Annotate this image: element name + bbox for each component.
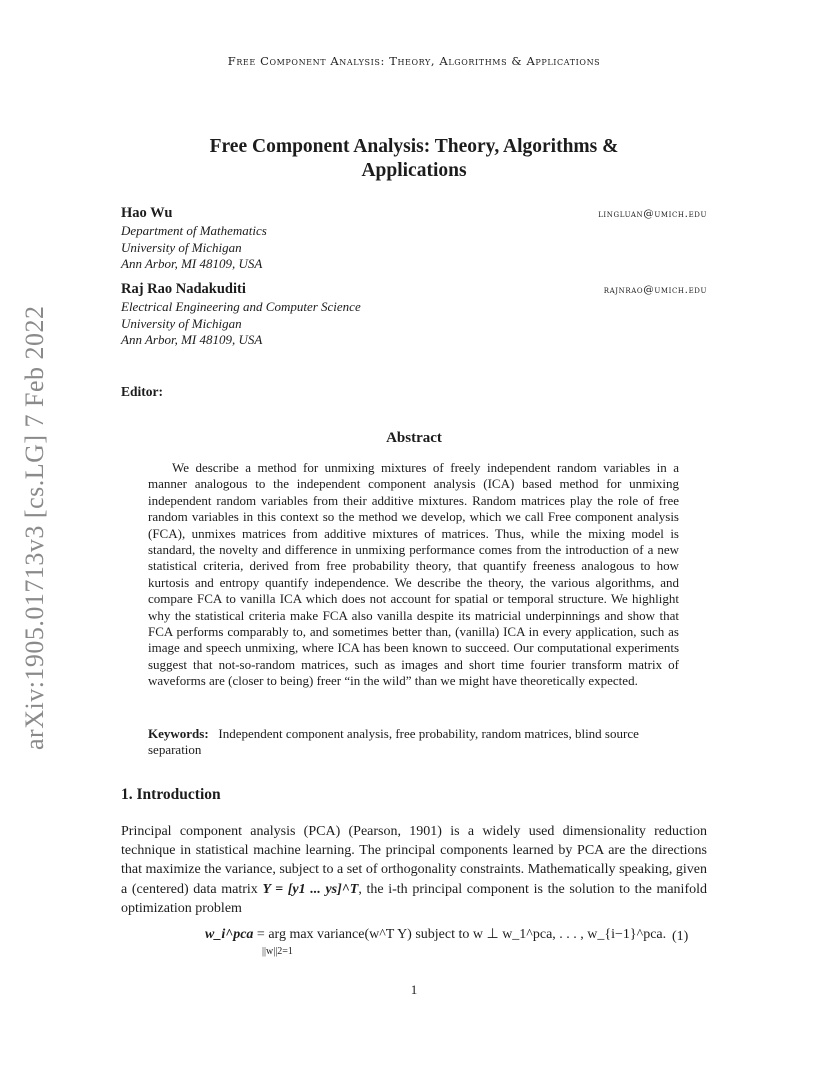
author-affiliation bbox=[121, 299, 361, 349]
affiliation-line: Electrical Engineering and Computer Science bbox=[121, 299, 361, 314]
abstract-heading: Abstract bbox=[386, 430, 442, 446]
intro-paragraph bbox=[121, 822, 707, 918]
page-number: 1 bbox=[410, 982, 418, 997]
equation-lhs: w_i^pca bbox=[205, 927, 254, 942]
arxiv-identifier: arXiv:1905.01713v3 [cs.LG] 7 Feb 2022 bbox=[20, 305, 49, 750]
affiliation-line: Department of Mathematics bbox=[121, 223, 267, 238]
section-heading: 1. Introduction bbox=[121, 786, 221, 803]
keywords-text: Independent component analysis, free probability, random matrices, blind source separation bbox=[148, 726, 639, 758]
running-head: Free Component Analysis: Theory, Algorithms & Applications bbox=[227, 54, 601, 68]
equation-body: = arg max variance(w^T Y) subject to w ⊥ w_1^pca, . . . , w_{i−1}^pca. bbox=[256, 927, 667, 942]
intro-text-part1: Principal component analysis (PCA) (Pearson, 1901) is a widely used dimensionality reduction technique in statistical machine learning. The principal components learned by PCA are the directions that maximize the variance, subject to a set of orthogonality constraints. Mathematically speaking, given a (centered) data matrix bbox=[121, 824, 707, 897]
author-name: Hao Wu bbox=[121, 205, 173, 221]
author-name: Raj Rao Nadakuditi bbox=[121, 281, 246, 297]
inline-math: Y = [y1 ... ys]^T bbox=[262, 881, 359, 897]
title-line-2: Applications bbox=[361, 160, 467, 181]
affiliation-line: Ann Arbor, MI 48109, USA bbox=[121, 256, 263, 271]
equation-1 bbox=[205, 926, 667, 943]
author-email[interactable]: lingluan@umich.edu bbox=[598, 208, 707, 220]
author-email[interactable]: rajnrao@umich.edu bbox=[603, 284, 707, 296]
editor-label: Editor: bbox=[121, 384, 163, 399]
paper-title bbox=[150, 135, 678, 183]
affiliation-line: Ann Arbor, MI 48109, USA bbox=[121, 332, 263, 347]
abstract-body: We describe a method for unmixing mixtures of freely independent random variables in a manner analogous to the independent component analysis (ICA) based method for unmixing independent random variables from their additive mixtures. Random matrices play the role of free random variables in this context so the method we develop, which we call Free component analysis (FCA), unmixes matrices from additive mixtures of matrices. Thus, while the mixing model is standard, the novelty and difference in unmixing performance comes from the introduction of a new statistical criteria, derived from free probability theory, that quantify freeness analogous to how kurtosis and entropy quantify independence. We describe the theory, the various algorithms, and compare FCA to vanilla ICA which does not account for spatial or temporal structure. We highlight why the statistical criteria make FCA also vanilla despite its matricial underpinnings and show that FCA performs comparably to, and sometimes better than, (vanilla) ICA in every application, such as image and speech unmixing, where ICA has been known to succeed. Our computational experiments suggest that not-so-random matrices, such as images and short time fourier transform matrix of waveforms are (closer to being) freer “in the wild” than we might have theoretically expected. bbox=[148, 460, 679, 689]
intro-text-part2: , the i-th principal component is the solution to the manifold optimization problem bbox=[121, 881, 707, 916]
affiliation-line: University of Michigan bbox=[121, 239, 242, 255]
equation-subscript: ||w||2=1 bbox=[262, 946, 293, 957]
affiliation-line: University of Michigan bbox=[121, 315, 242, 331]
author-affiliation bbox=[121, 223, 267, 273]
keywords-label: Keywords: bbox=[148, 726, 209, 741]
keywords bbox=[148, 726, 679, 759]
equation-number: (1) bbox=[672, 929, 689, 944]
title-line-1: Free Component Analysis: Theory, Algorithms & bbox=[209, 136, 619, 157]
